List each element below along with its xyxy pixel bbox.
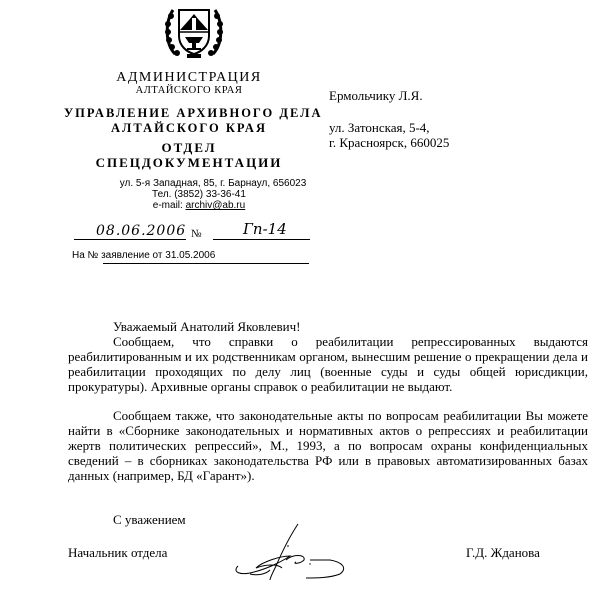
unit-name-line2: СПЕЦДОКУМЕНТАЦИИ [95, 155, 283, 170]
email-link[interactable]: archiv@ab.ru [185, 200, 246, 211]
handwritten-signature [230, 522, 350, 592]
number-sign: № [191, 228, 202, 240]
paragraph-2: Сообщаем также, что законодательные акты по вопросам реабилитации Вы можете найти в «Сборнике законодательных и нормативных актов о репрессиях и реабилитации жертв политических репрессий», М., 1993, а по вопросам охраны конфиденциальных сведений – в сборниках законодательства РФ или в правовых автоматизированных базах данных (например, БД «Гарант»). [68, 408, 588, 484]
outgoing-date: 08.06.2006 [96, 223, 187, 239]
signer-position: Начальник отдела [68, 545, 168, 560]
paragraph-1: Сообщаем, что справки о реабилитации репрессированных выдаются реабилитированным и их родственникам органом, вынесшим решение о прекращении дела и реабилитации проходящих по делу лиц (военные суды и суды общей юрисдикции, прокуратуры). Архивные органы справок о реабилитации не выдают. [68, 334, 588, 395]
recipient-city: г. Красноярск, 660025 [329, 135, 450, 150]
date-underline [74, 239, 186, 240]
unit-name-line1: ОТДЕЛ [161, 140, 217, 155]
org-address: ул. 5-я Западная, 85, г. Барнаул, 656023 [119, 178, 307, 189]
org-name-line1: АДМИНИСТРАЦИЯ [116, 70, 262, 85]
closing: С уважением [113, 512, 186, 527]
signer-name: Г.Д. Жданова [466, 545, 540, 560]
reply-underline [103, 263, 309, 264]
number-underline [213, 239, 310, 240]
org-email [64, 200, 334, 211]
salutation: Уважаемый Анатолий Яковлевич! [113, 319, 301, 334]
recipient-name: Ермольчику Л.Я. [329, 88, 423, 103]
reply-reference: На № заявление от 31.05.2006 [72, 250, 216, 261]
department-name-line2: АЛТАЙСКОГО КРАЯ [111, 121, 267, 135]
email-label: e-mail: [152, 200, 186, 211]
org-name-line2: АЛТАЙСКОГО КРАЯ [135, 85, 243, 96]
coat-of-arms-emblem [163, 2, 225, 60]
department-name-line1: УПРАВЛЕНИЕ АРХИВНОГО ДЕЛА [64, 106, 323, 120]
org-phone: Тел. (3852) 33-36-41 [152, 189, 246, 200]
recipient-street: ул. Затонская, 5-4, [329, 120, 430, 135]
registration-number: Гп-14 [243, 220, 287, 238]
